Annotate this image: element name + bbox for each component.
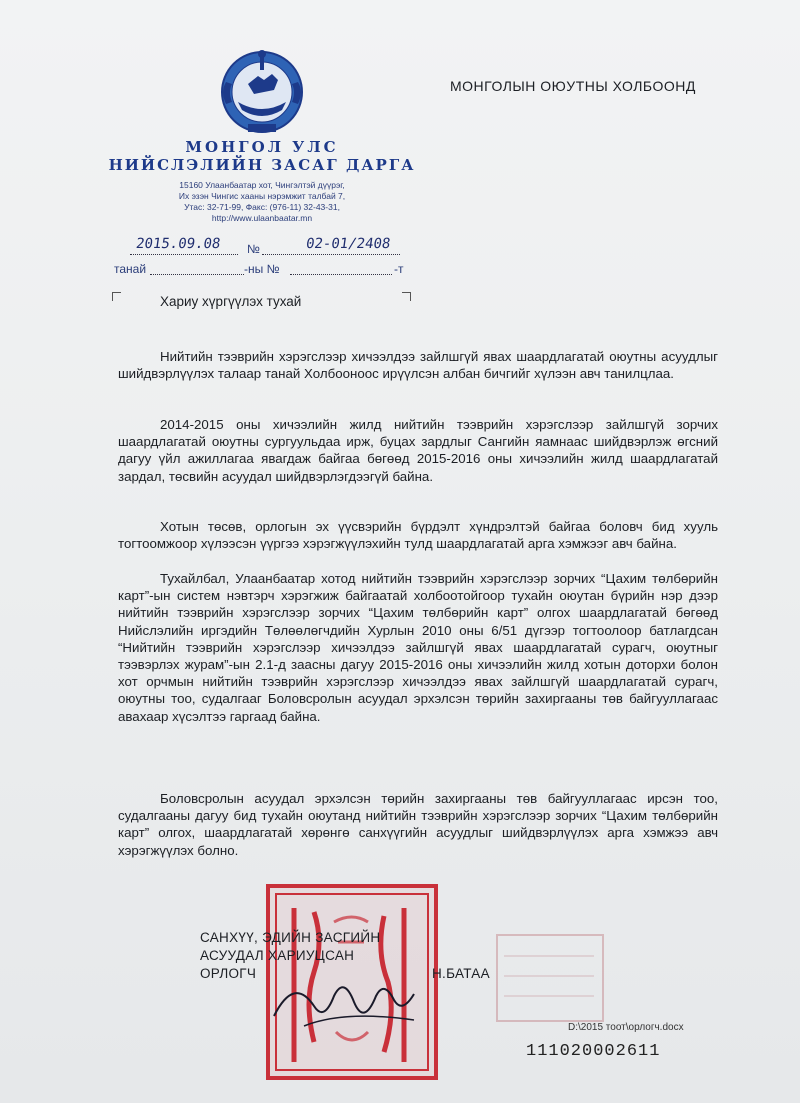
address-line: http://www.ulaanbaatar.mn bbox=[211, 213, 313, 223]
signer-title-line: САНХҮҮ, ЭДИЙН ЗАСГИЙН bbox=[200, 930, 381, 945]
number-line bbox=[262, 254, 400, 255]
ref-number-label: -ны № bbox=[244, 262, 280, 276]
ref-suffix: -т bbox=[394, 262, 404, 276]
body-paragraph: 2014-2015 оны хичээлийн жилд нийтийн тээврийн хэрэгслээр зайлшгүй зорчих шаардлагатай оюутны сургуульдаа ирж, буцах зардлыг Сангийн яамнаас шийдвэрлэж өгсний дагуу үйл ажиллагаа явагдаж байгаа бөгөөд 2015-2016 оны хичээлийн жилд шаардлагатай зардал, төсвийн асуудал шийдвэрлэгдээгүй байна. bbox=[118, 417, 718, 484]
number-label: № bbox=[247, 242, 260, 256]
state-emblem-icon bbox=[218, 46, 306, 138]
address-line: Утас: 32-71-99, Факс: (976-11) 32-43-31, bbox=[184, 202, 340, 212]
registry-stamp-icon bbox=[494, 932, 606, 1024]
subject-bracket-left bbox=[112, 292, 121, 301]
date-line bbox=[130, 254, 238, 255]
header-office: НИЙСЛЭЛИЙН ЗАСАГ ДАРГА bbox=[108, 156, 416, 174]
body-paragraph: Боловсролын асуудал эрхэлсэн төрийн захиргааны төв байгууллагаас ирсэн тоо, судалгааны дагуу бид тухайн оюутанд нийтийн тээврийн хэрэгслээр зорчих “Цахим төлбөрийн карт” олгох, шаардлагатай хөрөнгө санхүүгийн асуудлыг шийдвэрлүүлэх арга хэмжээ авч хэрэгжүүлэх болно. bbox=[118, 791, 718, 858]
signature-icon bbox=[264, 966, 424, 1036]
body-paragraph: Нийтийн тээврийн хэрэгслээр хичээлдээ зайлшгүй явах шаардлагатай оюутны асуудлыг шийдвэрлүүлэх талаар танай Холбооноос ирүүлсэн албан бичгийг хүлээн авч танилцлаа. bbox=[118, 349, 718, 382]
file-path: D:\2015 тоот\орлогч.docx bbox=[568, 1022, 684, 1033]
signer-title-line: АСУУДАЛ ХАРИУЦСАН bbox=[200, 948, 355, 963]
signer-name: Н.БАТАА bbox=[432, 966, 490, 981]
address-line: 15160 Улаанбаатар хот, Чингэлтэй дүүрэг, bbox=[179, 180, 345, 190]
signer-title-line: ОРЛОГЧ bbox=[200, 966, 257, 981]
ref-date-line bbox=[150, 274, 244, 275]
document-number: 02-01/2408 bbox=[304, 236, 392, 252]
registration-number: 111020002611 bbox=[526, 1042, 661, 1061]
body-paragraph: Тухайлбал, Улаанбаатар хотод нийтийн тээврийн хэрэгслээр зорчих “Цахим төлбөрийн карт”-ын систем нэвтэрч хэрэгжиж байгаатай холбоотойгоор тухайн оюутан бүрийн нэр дээр нийтийн тээврийн хэрэгслээр зорчих “Цахим төлбөрийн карт” олгох шаардлагатай бөгөөд Нийслэлийн иргэдийн Төлөөлөгчдийн Хурлын 2010 оны 6/51 дүгээр тогтоолоор батлагдсан “Нийтийн тээврийн хэрэгслээр хичээлдээ зайлшгүй явах шаардлагатай сурагч, оюутныг тээвэрлэх журам”-ын 2.1-д заасны дагуу 2015-2016 оны хичээлийн жилд хотын доторхи болон хот орчмын нийтийн тээврийн хэрэгслээр хичээлдээ явах зайлшгүй шаардлагатай сурагч, оюутны тоо, судалгааг Боловсролын асуудал эрхэлсэн төрийн захиргааны төв байгууллагаас авахаар хүсэлтээ гаргаад байна. bbox=[118, 571, 718, 724]
ref-number-line bbox=[290, 274, 392, 275]
letter-subject: Хариу хүргүүлэх тухай bbox=[160, 294, 302, 309]
ref-label: танай bbox=[114, 262, 147, 276]
date-value: 2015.09.08 bbox=[134, 236, 222, 252]
recipient: МОНГОЛЫН ОЮУТНЫ ХОЛБООНД bbox=[450, 78, 696, 94]
subject-bracket-right bbox=[402, 292, 411, 301]
body-paragraph: Хотын төсөв, орлогын эх үүсвэрийн бүрдэлт хүндрэлтэй байгаа боловч бид хууль тогтоомжоор хүлээсэн үүргээ хэрэгжүүлэхийн тулд шаардлагатай арга хэмжээг авч байна. bbox=[118, 519, 718, 552]
header-country: МОНГОЛ УЛС bbox=[185, 138, 339, 156]
address-line: Их эзэн Чингис хааны нэрэмжит талбай 7, bbox=[178, 191, 346, 201]
